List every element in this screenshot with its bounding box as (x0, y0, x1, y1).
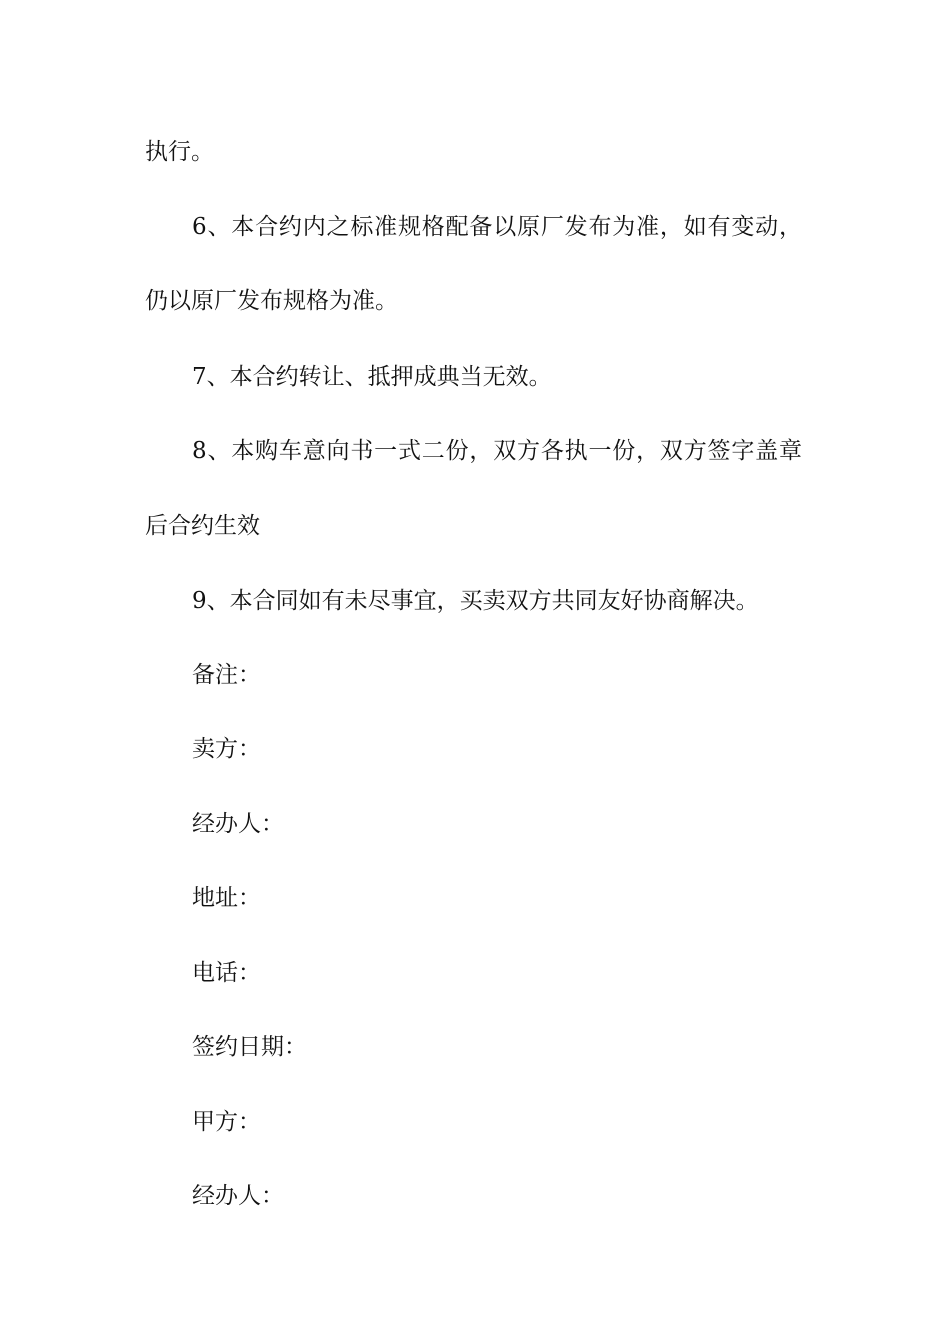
clause-8-line-2: 后合约生效 (145, 513, 260, 539)
signing-date-label: 签约日期： (192, 1034, 307, 1060)
party-a-agent-label: 经办人： (192, 1183, 284, 1209)
address-label: 地址： (192, 885, 261, 911)
clause-9: 9、本合同如有未尽事宜，买卖双方共同友好协商解决。 (192, 588, 759, 614)
clause-6-line-1: 6、本合约内之标准规格配备以原厂发布为准，如有变动， (192, 214, 802, 240)
clause-7: 7、本合约转让、抵押成典当无效。 (192, 364, 552, 390)
remarks-label: 备注： (192, 662, 261, 688)
text-line-continuation: 执行。 (145, 139, 214, 165)
phone-label: 电话： (192, 960, 261, 986)
clause-6-line-2: 仍以原厂发布规格为准。 (145, 288, 398, 314)
seller-label: 卖方： (192, 736, 261, 762)
seller-agent-label: 经办人： (192, 811, 284, 837)
party-a-label: 甲方： (192, 1109, 261, 1135)
clause-8-line-1: 8、本购车意向书一式二份，双方各执一份，双方签字盖章 (192, 438, 802, 464)
